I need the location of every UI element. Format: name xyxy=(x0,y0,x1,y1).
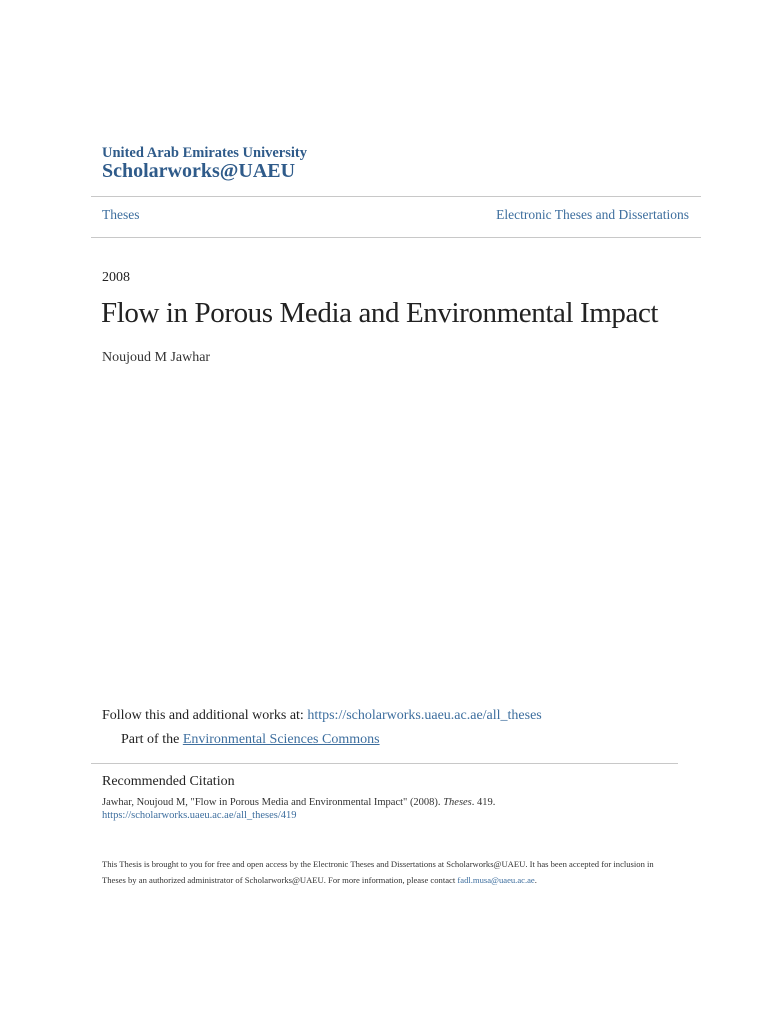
document-title: Flow in Porous Media and Environmental Impact xyxy=(101,297,659,329)
follow-prefix: Follow this and additional works at: xyxy=(102,708,308,723)
citation-text xyxy=(102,797,495,808)
citation-url-link[interactable]: https://scholarworks.uaeu.ac.ae/all_theses/419 xyxy=(102,810,297,821)
theses-link[interactable]: Theses xyxy=(102,207,140,222)
all-theses-link[interactable]: https://scholarworks.uaeu.ac.ae/all_theses xyxy=(307,708,542,723)
notice-end: . xyxy=(534,875,537,885)
follow-line xyxy=(102,708,542,724)
university-name: United Arab Emirates University xyxy=(102,145,307,161)
recommended-citation-heading: Recommended Citation xyxy=(102,774,235,789)
publication-year: 2008 xyxy=(102,270,130,285)
contact-email-link[interactable]: fadl.musa@uaeu.ac.ae xyxy=(457,875,535,885)
repository-name[interactable]: Scholarworks@UAEU xyxy=(102,160,296,182)
nav-divider xyxy=(91,237,701,238)
citation-number: . 419. xyxy=(471,797,496,808)
author-name: Noujoud M Jawhar xyxy=(102,350,211,365)
access-notice xyxy=(102,856,662,888)
environmental-sciences-commons-link[interactable]: Environmental Sciences Commons xyxy=(182,732,380,747)
citation-divider xyxy=(91,763,678,764)
top-divider xyxy=(91,196,701,197)
citation-series: Theses xyxy=(443,797,472,808)
part-of-line xyxy=(121,732,380,748)
notice-text: This Thesis is brought to you for free and open access by the Electronic Theses and Dissertations at Scholarworks@UAEU. It has been accepted for inclusion in Theses by an authorized administrator of Scholarworks@UAEU. For more information, please contact xyxy=(102,859,654,885)
citation-main: Jawhar, Noujoud M, "Flow in Porous Media and Environmental Impact" (2008). xyxy=(102,797,444,808)
etd-collection-link[interactable]: Electronic Theses and Dissertations xyxy=(496,207,689,222)
part-of-prefix: Part of the xyxy=(121,732,183,747)
